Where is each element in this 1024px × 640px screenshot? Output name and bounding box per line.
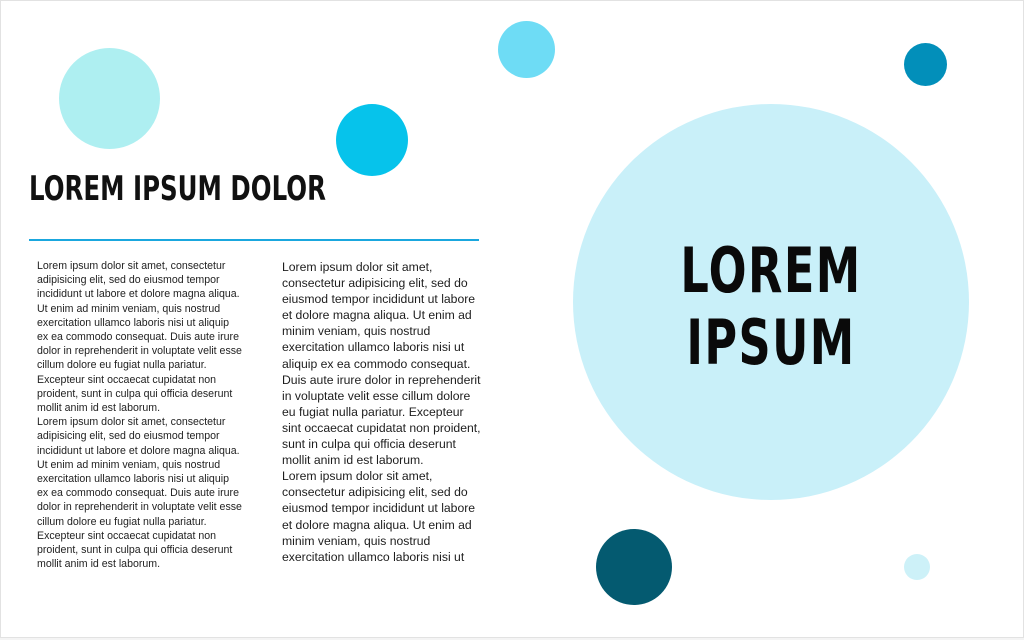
heading-divider	[29, 239, 479, 241]
big-title	[573, 235, 969, 379]
paragraph: Lorem ipsum dolor sit amet, consectetur adipisicing elit, sed do eiusmod tempor incididunt ut labore et dolore magna aliqua. Ut enim ad minim veniam, quis nostrud exercitation ullamco laboris nisi ut aliquip ex ea commodo consequat. Duis aute irure dolor in reprehenderit in voluptate velit esse cillum dolore eu fugiat nulla pariatur. Excepteur sint occaecat cupidatat non proident, sunt in culpa qui officia deserunt mollit anim id est laborum.	[37, 416, 242, 571]
section-heading: LOREM IPSUM DOLOR	[29, 169, 326, 209]
decorative-circle-light-aqua	[59, 48, 160, 149]
paragraph: Lorem ipsum dolor sit amet, consectetur adipisicing elit, sed do eiusmod tempor incididunt ut labore et dolore magna aliqua. Ut enim ad minim veniam, quis nostrud exercitation ullamco laboris nisi ut	[282, 469, 476, 564]
body-text-column-right	[282, 259, 482, 581]
decorative-circle-teal	[904, 43, 947, 86]
paragraph: Lorem ipsum dolor sit amet, consectetur adipisicing elit, sed do eiusmod tempor incididunt ut labore et dolore magna aliqua. Ut enim ad minim veniam, quis nostrud exercitation ullamco laboris nisi ut aliquip ex ea commodo consequat. Duis aute irure dolor in reprehenderit in voluptate velit esse cillum dolore eu fugiat nulla pariatur. Excepteur sint occaecat cupidatat non proident, sunt in culpa qui officia deserunt mollit anim id est laborum.	[37, 260, 242, 415]
decorative-circle-dark-teal	[596, 529, 672, 605]
big-title-line-1: LOREM	[680, 234, 862, 307]
decorative-circle-sky	[498, 21, 555, 78]
decorative-circle-bright-cyan	[336, 104, 408, 176]
big-title-line-2: IPSUM	[686, 306, 856, 379]
body-text-column-left	[37, 259, 243, 571]
paragraph: Lorem ipsum dolor sit amet, consectetur adipisicing elit, sed do eiusmod tempor incididunt ut labore et dolore magna aliqua. Ut enim ad minim veniam, quis nostrud exercitation ullamco laboris nisi ut aliquip ex ea commodo consequat. Duis aute irure dolor in reprehenderit in voluptate velit esse cillum dolore eu fugiat nulla pariatur. Excepteur sint occaecat cupidatat non proident, sunt in culpa qui officia deserunt mollit anim id est laborum.	[282, 260, 481, 468]
decorative-circle-pale-small	[904, 554, 930, 580]
